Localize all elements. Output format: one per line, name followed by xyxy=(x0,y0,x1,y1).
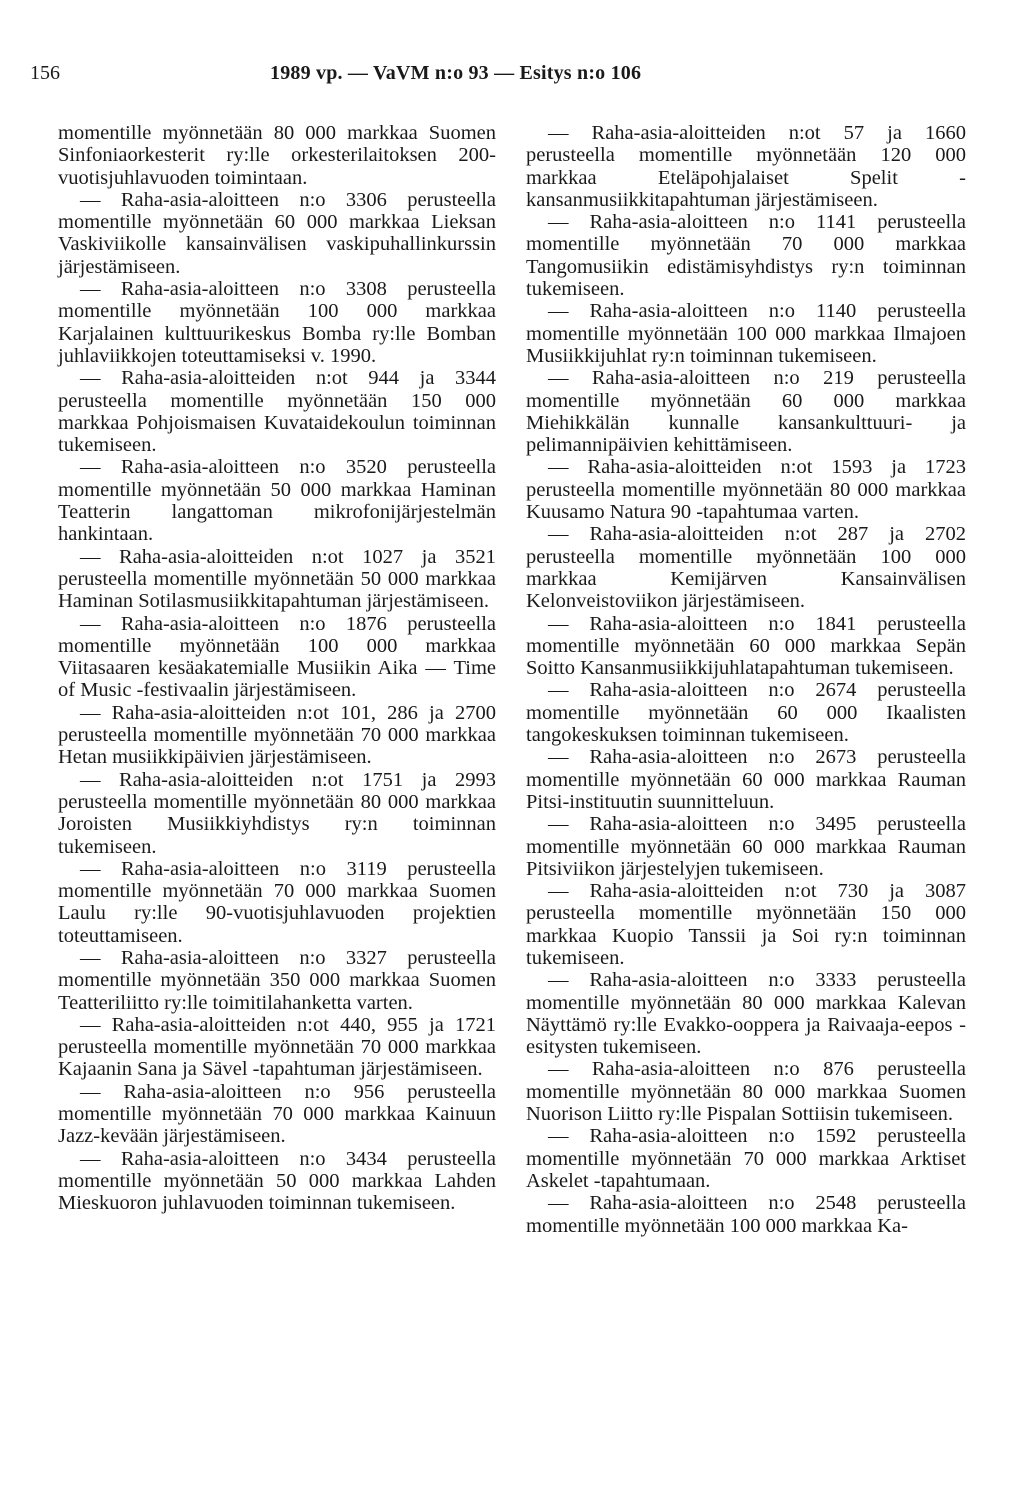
running-title: 1989 vp. — VaVM n:o 93 — Esitys n:o 106 xyxy=(270,62,642,84)
paragraph: — Raha-asia-aloitteen n:o 2674 perusteella momentille myönnetään 60 000 Ikaalisten tangokeskuksen toiminnan tukemiseen. xyxy=(526,679,966,747)
right-column xyxy=(526,122,966,1237)
paragraph: — Raha-asia-aloitteiden n:ot 944 ja 3344 perusteella momentille myönnetään 150 000 markkaa Pohjoismaisen Kuvataidekoulun toiminnan tukemiseen. xyxy=(58,367,496,457)
paragraph: — Raha-asia-aloitteiden n:ot 287 ja 2702 perusteella momentille myönnetään 100 000 markkaa Kemijärven Kansainvälisen Kelonveistoviikon järjestämiseen. xyxy=(526,523,966,613)
paragraph: momentille myönnetään 80 000 markkaa Suomen Sinfoniaorkesterit ry:lle orkesterilaitoksen 200-vuotisjuhlavuoden toimintaan. xyxy=(58,122,496,189)
paragraph: — Raha-asia-aloitteen n:o 1140 perusteella momentille myönnetään 100 000 markkaa Ilmajoen Musiikkijuhlat ry:n toiminnan tukemiseen. xyxy=(526,300,966,367)
paragraph: — Raha-asia-aloitteiden n:ot 1027 ja 3521 perusteella momentille myönnetään 50 000 markkaa Haminan Sotilasmusiikkitapahtuman järjestämiseen. xyxy=(58,545,496,613)
page-header xyxy=(30,58,994,88)
paragraph: — Raha-asia-aloitteen n:o 1141 perusteella momentille myönnetään 70 000 markkaa Tangomusiikin edistämisyhdistys ry:n toiminnan tukemiseen. xyxy=(526,211,966,301)
paragraph: — Raha-asia-aloitteen n:o 2548 perusteella momentille myönnetään 100 000 markkaa Ka- xyxy=(526,1192,966,1237)
paragraph: — Raha-asia-aloitteiden n:ot 440, 955 ja 1721 perusteella momentille myönnetään 70 000 markkaa Kajaanin Sana ja Sävel -tapahtuman järjestämiseen. xyxy=(58,1013,496,1081)
paragraph: — Raha-asia-aloitteiden n:ot 1751 ja 2993 perusteella momentille myönnetään 80 000 markkaa Joroisten Musiikkiyhdistys ry:n toiminnan tukemiseen. xyxy=(58,768,496,858)
paragraph: — Raha-asia-aloitteiden n:ot 57 ja 1660 perusteella momentille myönnetään 120 000 markkaa Eteläpohjalaiset Spelit -kansanmusiikkitapahtuman järjestämiseen. xyxy=(526,122,966,211)
paragraph: — Raha-asia-aloitteen n:o 219 perusteella momentille myönnetään 60 000 markkaa Miehikkälän kunnalle kansankulttuuri- ja pelimannipäivien kehittämiseen. xyxy=(526,367,966,457)
paragraph: — Raha-asia-aloitteen n:o 3333 perusteella momentille myönnetään 80 000 markkaa Kalevan Näyttämö ry:lle Evakko-ooppera ja Raivaaja-eepos -esitysten tukemiseen. xyxy=(526,969,966,1059)
paragraph: — Raha-asia-aloitteen n:o 3434 perusteella momentille myönnetään 50 000 markkaa Lahden Mieskuoron juhlavuoden toiminnan tukemiseen. xyxy=(58,1147,496,1215)
paragraph: — Raha-asia-aloitteen n:o 1592 perusteella momentille myönnetään 70 000 markkaa Arktiset Askelet -tapahtumaan. xyxy=(526,1125,966,1192)
paragraph: — Raha-asia-aloitteen n:o 3119 perusteella momentille myönnetään 70 000 markkaa Suomen Laulu ry:lle 90-vuotisjuhlavuoden projektien toteuttamiseen. xyxy=(58,857,496,947)
paragraph: — Raha-asia-aloitteen n:o 3308 perusteella momentille myönnetään 100 000 markkaa Karjalainen kulttuurikeskus Bomba ry:lle Bomban juhlaviikkojen toteuttamiseksi v. 1990. xyxy=(58,278,496,367)
left-column xyxy=(58,122,496,1215)
paragraph: — Raha-asia-aloitteen n:o 2673 perusteella momentille myönnetään 60 000 markkaa Rauman Pitsi-instituutin suunnitteluun. xyxy=(526,746,966,813)
paragraph: — Raha-asia-aloitteen n:o 3327 perusteella momentille myönnetään 350 000 markkaa Suomen Teatteriliitto ry:lle toimitilahanketta varten. xyxy=(58,946,496,1014)
paragraph: — Raha-asia-aloitteen n:o 3495 perusteella momentille myönnetään 60 000 markkaa Rauman Pitsiviikon järjestelyjen tukemiseen. xyxy=(526,813,966,880)
paragraph: — Raha-asia-aloitteiden n:ot 730 ja 3087 perusteella momentille myönnetään 150 000 markkaa Kuopio Tanssii ja Soi ry:n toiminnan tukemiseen. xyxy=(526,880,966,969)
paragraph: — Raha-asia-aloitteen n:o 1876 perusteella momentille myönnetään 100 000 markkaa Viitasaaren kesäakatemialle Musiikin Aika — Time of Music -festivaalin järjestämiseen. xyxy=(58,612,496,702)
paragraph: — Raha-asia-aloitteen n:o 3306 perusteella momentille myönnetään 60 000 markkaa Lieksan Vaskiviikolle kansainvälisen vaskipuhallinkurssin järjestämiseen. xyxy=(58,188,496,278)
paragraph: — Raha-asia-aloitteiden n:ot 101, 286 ja 2700 perusteella momentille myönnetään 70 000 markkaa Hetan musiikkipäivien järjestämiseen. xyxy=(58,701,496,769)
paragraph: — Raha-asia-aloitteen n:o 956 perusteella momentille myönnetään 70 000 markkaa Kainuun Jazz-kevään järjestämiseen. xyxy=(58,1080,496,1148)
paragraph: — Raha-asia-aloitteen n:o 3520 perusteella momentille myönnetään 50 000 markkaa Haminan Teatterin langattoman mikrofonijärjestelmän hankintaan. xyxy=(58,456,496,546)
paragraph: — Raha-asia-aloitteen n:o 876 perusteella momentille myönnetään 80 000 markkaa Suomen Nuorison Liitto ry:lle Pispalan Sottiisin tukemiseen. xyxy=(526,1058,966,1126)
paragraph: — Raha-asia-aloitteen n:o 1841 perusteella momentille myönnetään 60 000 markkaa Sepän Soitto Kansanmusiikkijuhlatapahtuman tukemiseen. xyxy=(526,612,966,680)
paragraph: — Raha-asia-aloitteiden n:ot 1593 ja 1723 perusteella momentille myönnetään 80 000 markkaa Kuusamo Natura 90 -tapahtumaa varten. xyxy=(526,456,966,524)
page-number: 156 xyxy=(30,62,60,84)
